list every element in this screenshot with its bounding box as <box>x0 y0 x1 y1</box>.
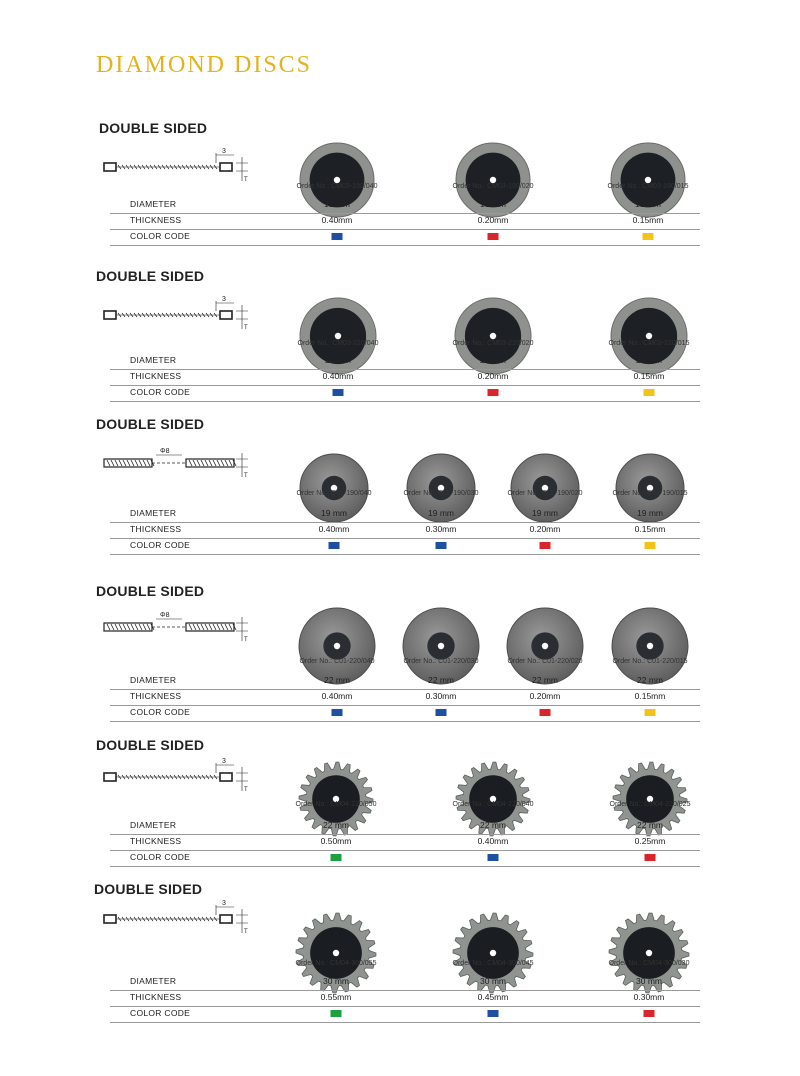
diameter-value: 22 mm <box>480 355 506 365</box>
order-number: Order No.: CM03-190/015 <box>607 183 689 190</box>
color-code-swatch <box>488 854 499 861</box>
diameter-value: 30 mm <box>480 976 506 986</box>
schematic-label: 3 <box>222 900 226 907</box>
thickness-value: 0.15mm <box>632 215 664 225</box>
spec-label: DIAMETER <box>130 355 177 365</box>
thickness-value: 0.40mm <box>477 836 509 846</box>
diameter-value: 19 mm <box>428 508 454 518</box>
spec-label: COLOR CODE <box>130 387 191 397</box>
thickness-value: 0.55mm <box>320 992 352 1002</box>
thickness-value: 0.20mm <box>529 691 561 701</box>
thickness-value: 0.30mm <box>633 992 665 1002</box>
thickness-value: 0.30mm <box>425 691 457 701</box>
spec-label: COLOR CODE <box>130 1008 191 1018</box>
diameter-value: 30 mm <box>323 976 349 986</box>
color-code-swatch <box>644 389 655 396</box>
thickness-value: 0.40mm <box>322 371 354 381</box>
spec-label: DIAMETER <box>130 976 177 986</box>
spec-label: DIAMETER <box>130 199 177 209</box>
color-code-row <box>110 705 700 722</box>
thickness-value: 0.40mm <box>318 524 350 534</box>
diameter-value: 30 mm <box>636 976 662 986</box>
disc-cross-section-diagram <box>98 605 258 655</box>
spec-label: COLOR CODE <box>130 540 191 550</box>
order-number: Order No.: C01-190/030 <box>403 490 479 497</box>
thickness-value: 0.25mm <box>634 836 666 846</box>
diameter-value: 22 mm <box>636 355 662 365</box>
diameter-row <box>110 974 700 991</box>
color-code-row <box>110 385 700 402</box>
order-number: Order No.: CM04-220/025 <box>609 801 691 808</box>
thickness-value: 0.30mm <box>425 524 457 534</box>
thickness-row <box>110 369 700 386</box>
diameter-value: 19 mm <box>321 508 347 518</box>
spec-label: DIAMETER <box>130 675 177 685</box>
thickness-value: 0.20mm <box>477 371 509 381</box>
section-heading: DOUBLE SIDED <box>94 881 203 897</box>
page-title: DIAMOND DISCS <box>96 52 313 78</box>
svg-text:T: T <box>244 325 248 331</box>
diameter-row <box>110 818 700 835</box>
section-heading: DOUBLE SIDED <box>96 737 205 753</box>
spec-label: COLOR CODE <box>130 707 191 717</box>
disc-cross-section-diagram <box>98 293 258 343</box>
diameter-value: 22 mm <box>637 675 663 685</box>
color-code-swatch <box>436 542 447 549</box>
spec-label: THICKNESS <box>130 524 182 534</box>
spec-label: THICKNESS <box>130 836 182 846</box>
thickness-value: 0.20mm <box>529 524 561 534</box>
spec-label: DIAMETER <box>130 820 177 830</box>
color-code-swatch <box>331 854 342 861</box>
order-number: Order No.: C01-220/040 <box>299 658 375 665</box>
diameter-value: 19 mm <box>532 508 558 518</box>
order-number: Order No.: CM04-300/055 <box>295 960 377 967</box>
diameter-row <box>110 673 700 690</box>
color-code-row <box>110 1006 700 1023</box>
diameter-value: 22 mm <box>325 355 351 365</box>
svg-text:T: T <box>244 637 248 643</box>
section-heading: DOUBLE SIDED <box>96 268 205 284</box>
color-code-row <box>110 850 700 867</box>
diameter-row <box>110 197 700 214</box>
color-code-swatch <box>488 1010 499 1017</box>
thickness-row <box>110 834 700 851</box>
thickness-value: 0.40mm <box>321 691 353 701</box>
order-number: Order No.: CM03-220/040 <box>297 340 379 347</box>
diameter-value: 22 mm <box>428 675 454 685</box>
order-number: Order No.: C01-190/040 <box>296 490 372 497</box>
order-number: Order No.: C01-220/030 <box>403 658 479 665</box>
spec-label: THICKNESS <box>130 992 182 1002</box>
thickness-row <box>110 689 700 706</box>
section-heading: DOUBLE SIDED <box>99 120 208 136</box>
thickness-value: 0.45mm <box>477 992 509 1002</box>
diameter-value: 22 mm <box>323 820 349 830</box>
spec-label: THICKNESS <box>130 371 182 381</box>
order-number: Order No.: CM03-220/015 <box>608 340 690 347</box>
color-code-swatch <box>329 542 340 549</box>
diameter-value: 22 mm <box>480 820 506 830</box>
thickness-row <box>110 990 700 1007</box>
diameter-value: 19 mm <box>637 508 663 518</box>
color-code-swatch <box>488 389 499 396</box>
color-code-swatch <box>333 389 344 396</box>
color-code-swatch <box>332 233 343 240</box>
svg-text:T: T <box>244 177 248 183</box>
color-code-swatch <box>645 542 656 549</box>
order-number: Order No.: C01-190/015 <box>612 490 688 497</box>
diameter-row <box>110 353 700 370</box>
schematic-label: Φ8 <box>160 612 170 619</box>
color-code-swatch <box>645 854 656 861</box>
color-code-swatch <box>540 542 551 549</box>
disc-cross-section-diagram <box>98 755 258 805</box>
thickness-row <box>110 522 700 539</box>
disc-cross-section-diagram <box>98 897 258 947</box>
spec-label: COLOR CODE <box>130 231 191 241</box>
diameter-value: 19 mm <box>635 199 661 209</box>
order-number: Order No.: CM04-300/045 <box>452 960 534 967</box>
diameter-value: 19 mm <box>480 199 506 209</box>
order-number: Order No.: C01-190/020 <box>507 490 583 497</box>
spec-label: DIAMETER <box>130 508 177 518</box>
order-number: Order No.: C01-220/020 <box>507 658 583 665</box>
color-code-row <box>110 229 700 246</box>
color-code-swatch <box>488 233 499 240</box>
order-number: Order No.: C01-220/015 <box>612 658 688 665</box>
order-number: Order No.: CM04-220/040 <box>452 801 534 808</box>
thickness-value: 0.40mm <box>321 215 353 225</box>
schematic-label: 3 <box>222 296 226 303</box>
color-code-swatch <box>644 1010 655 1017</box>
color-code-swatch <box>645 709 656 716</box>
spec-label: THICKNESS <box>130 215 182 225</box>
order-number: Order No.: CM03-190/020 <box>452 183 534 190</box>
order-number: Order No.: CM03-190/040 <box>296 183 378 190</box>
svg-text:T: T <box>244 929 248 935</box>
diameter-value: 22 mm <box>637 820 663 830</box>
color-code-swatch <box>540 709 551 716</box>
thickness-value: 0.50mm <box>320 836 352 846</box>
thickness-row <box>110 213 700 230</box>
color-code-swatch <box>332 709 343 716</box>
schematic-label: 3 <box>222 148 226 155</box>
color-code-swatch <box>331 1010 342 1017</box>
color-code-swatch <box>643 233 654 240</box>
section-heading: DOUBLE SIDED <box>96 416 205 432</box>
color-code-row <box>110 538 700 555</box>
section-heading: DOUBLE SIDED <box>96 583 205 599</box>
spec-label: COLOR CODE <box>130 852 191 862</box>
diameter-row <box>110 506 700 523</box>
schematic-label: Φ8 <box>160 448 170 455</box>
svg-text:T: T <box>244 787 248 793</box>
color-code-swatch <box>436 709 447 716</box>
disc-cross-section-diagram <box>98 441 258 491</box>
diameter-value: 19 mm <box>324 199 350 209</box>
thickness-value: 0.15mm <box>634 691 666 701</box>
spec-label: THICKNESS <box>130 691 182 701</box>
order-number: Order No.: CM04-300/030 <box>608 960 690 967</box>
diameter-value: 22 mm <box>324 675 350 685</box>
disc-cross-section-diagram <box>98 145 258 195</box>
schematic-label: 3 <box>222 758 226 765</box>
thickness-value: 0.20mm <box>477 215 509 225</box>
diameter-value: 22 mm <box>532 675 558 685</box>
svg-text:T: T <box>244 473 248 479</box>
thickness-value: 0.15mm <box>633 371 665 381</box>
thickness-value: 0.15mm <box>634 524 666 534</box>
order-number: Order No.: CM03-220/020 <box>452 340 534 347</box>
order-number: Order No.: CM04-220/050 <box>295 801 377 808</box>
